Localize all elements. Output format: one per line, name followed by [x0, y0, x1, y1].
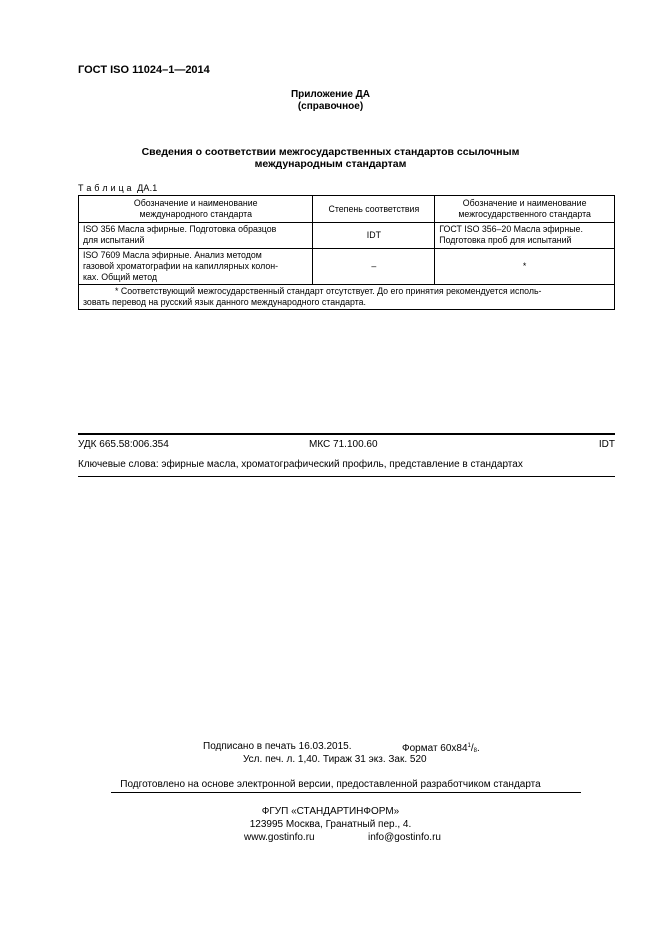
degree-code: IDT — [598, 439, 615, 450]
standard-code: ГОСТ ISO 11024–1—2014 — [78, 64, 210, 76]
top-divider — [78, 433, 615, 435]
publisher-email[interactable]: info@gostinfo.ru — [368, 832, 441, 843]
signed-to-print: Подписано в печать 16.03.2015. — [203, 741, 352, 752]
header-international-standard — [79, 196, 313, 223]
paper-format: Формат $60x84^1/8$. — [402, 743, 480, 754]
header-line: межгосударственного стандарта — [458, 209, 591, 219]
cell-line: ках. Общий метод — [83, 272, 158, 282]
cell-line: ГОСТ ISO 356–20 Масла эфирные. — [439, 224, 583, 234]
table-row — [79, 223, 615, 249]
footnote-line: зовать перевод на русский язык данного международного стандарта. — [83, 297, 366, 307]
cell-line: ISO 7609 Масла эфирные. Анализ методом — [83, 250, 262, 260]
bottom-divider — [78, 476, 615, 477]
format-text: Формат 60x84 — [402, 743, 468, 754]
cell-line: газовой хроматографии на капиллярных колон- — [83, 261, 279, 271]
annex-heading-line1: Сведения о соответствии межгосударственных стандартов ссылочным — [141, 146, 520, 158]
cell-interstate — [435, 223, 615, 249]
table-label: Т а б л и ц а ДА.1 — [78, 183, 158, 193]
print-sheets: Усл. печ. л. 1,40. Тираж 31 экз. Зак. 520 — [243, 754, 427, 765]
header-degree — [313, 196, 435, 223]
format-suffix: . — [477, 743, 480, 754]
correspondence-table — [78, 195, 615, 310]
mks-code: МКС 71.100.60 — [309, 439, 378, 450]
header-interstate-standard — [435, 196, 615, 223]
footnote-line: * Соответствующий межгосударственный стандарт отсутствует. До его принятия рекомендуется исполь- — [115, 286, 542, 296]
publisher-website[interactable]: www.gostinfo.ru — [244, 832, 315, 843]
annex-heading-line2: международным стандартам — [254, 158, 407, 170]
table-footnote — [79, 285, 615, 310]
header-line: Степень соответствия — [328, 203, 420, 214]
header-line: Обозначение и наименование — [133, 198, 258, 208]
prepared-underline — [111, 792, 581, 793]
table-footnote-row — [79, 285, 615, 310]
annex-title: Приложение ДА — [290, 89, 371, 100]
cell-international — [79, 249, 313, 285]
header-line: Обозначение и наименование — [462, 198, 587, 208]
table-header-row — [79, 196, 615, 223]
cell-line: для испытаний — [83, 235, 145, 245]
cell-international — [79, 223, 313, 249]
cell-degree: IDT — [313, 223, 435, 249]
cell-interstate: * — [435, 249, 615, 285]
publisher-address: 123995 Москва, Гранатный пер., 4. — [249, 819, 412, 830]
format-denominator: 8 — [473, 748, 478, 754]
udk-code: УДК 665.58:006.354 — [78, 439, 169, 450]
classification-row — [78, 439, 615, 453]
cell-line: Подготовка проб для испытаний — [439, 235, 572, 245]
annex-subtitle: (справочное) — [297, 101, 364, 112]
keywords: Ключевые слова: эфирные масла, хроматографический профиль, представление в стандартах — [78, 459, 523, 470]
header-line: международного стандарта — [139, 209, 252, 219]
cell-line: ISO 356 Масла эфирные. Подготовка образцов — [83, 224, 277, 234]
publisher-name: ФГУП «СТАНДАРТИНФОРМ» — [261, 806, 400, 817]
table-row — [79, 249, 615, 285]
format-numerator: 1 — [467, 743, 471, 749]
cell-degree: – — [313, 249, 435, 285]
prepared-note: Подготовлено на основе электронной версии, предоставленной разработчиком стандарта — [120, 779, 541, 790]
